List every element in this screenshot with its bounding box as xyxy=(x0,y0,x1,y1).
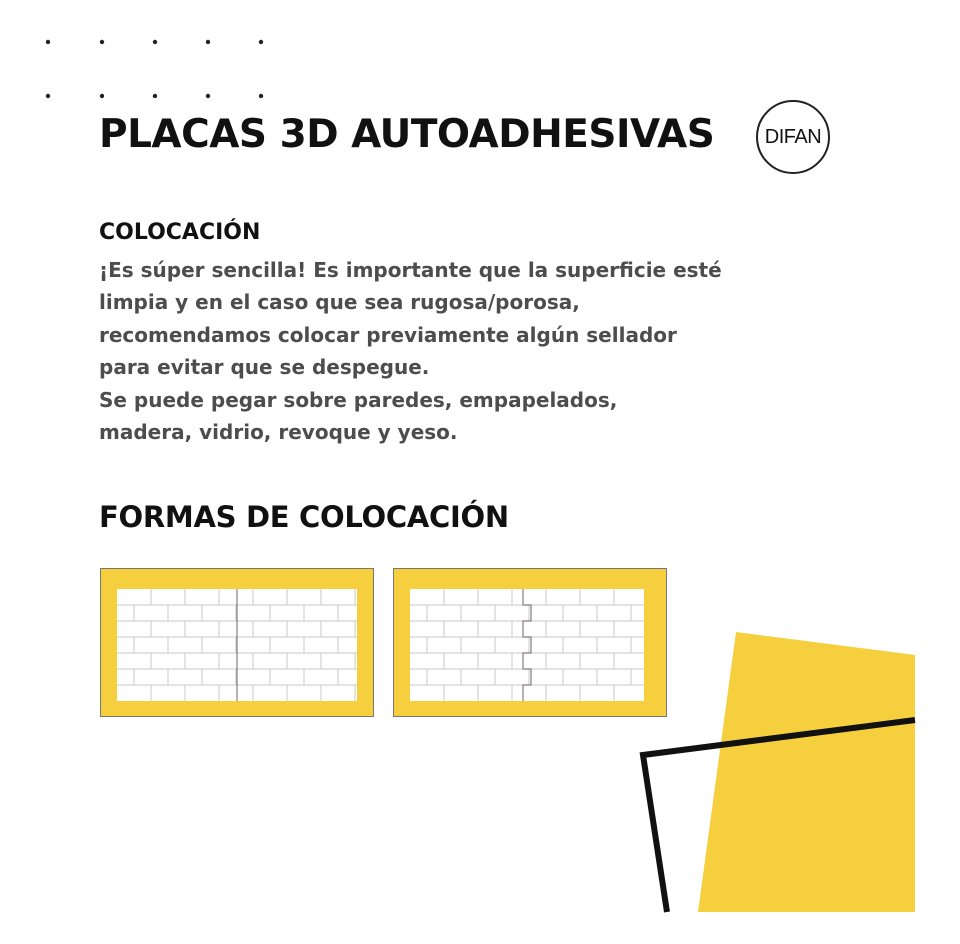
yellow-quad xyxy=(698,632,915,912)
brick-wall-staggered xyxy=(410,589,644,701)
description-line: limpia y en el caso que sea rugosa/porosa, xyxy=(99,290,580,315)
colocacion-heading: COLOCACIÓN xyxy=(99,220,261,245)
wall-background xyxy=(410,589,644,701)
decorative-yellow-shape xyxy=(630,620,920,920)
decorative-dots xyxy=(0,0,300,110)
staggered-seam-diagram xyxy=(393,568,667,717)
difan-logo xyxy=(756,100,830,174)
description-line: Se puede pegar sobre paredes, empapelados, xyxy=(99,387,618,412)
description-line: madera, vidrio, revoque y yeso. xyxy=(99,420,458,445)
brick-wall-straight xyxy=(117,589,357,701)
description-line: ¡Es súper sencilla! Es importante que la superficie esté xyxy=(99,258,722,282)
page-title: PLACAS 3D AUTOADHESIVAS xyxy=(99,112,715,157)
formas-heading: FORMAS DE COLOCACIÓN xyxy=(99,500,509,534)
straight-seam-diagram xyxy=(100,568,374,717)
description-line: recomendamos colocar previamente algún sellador xyxy=(99,322,677,347)
colocacion-description xyxy=(99,254,799,448)
logo-text: DIFAN xyxy=(764,125,822,148)
description-line: para evitar que se despegue. xyxy=(99,355,430,380)
